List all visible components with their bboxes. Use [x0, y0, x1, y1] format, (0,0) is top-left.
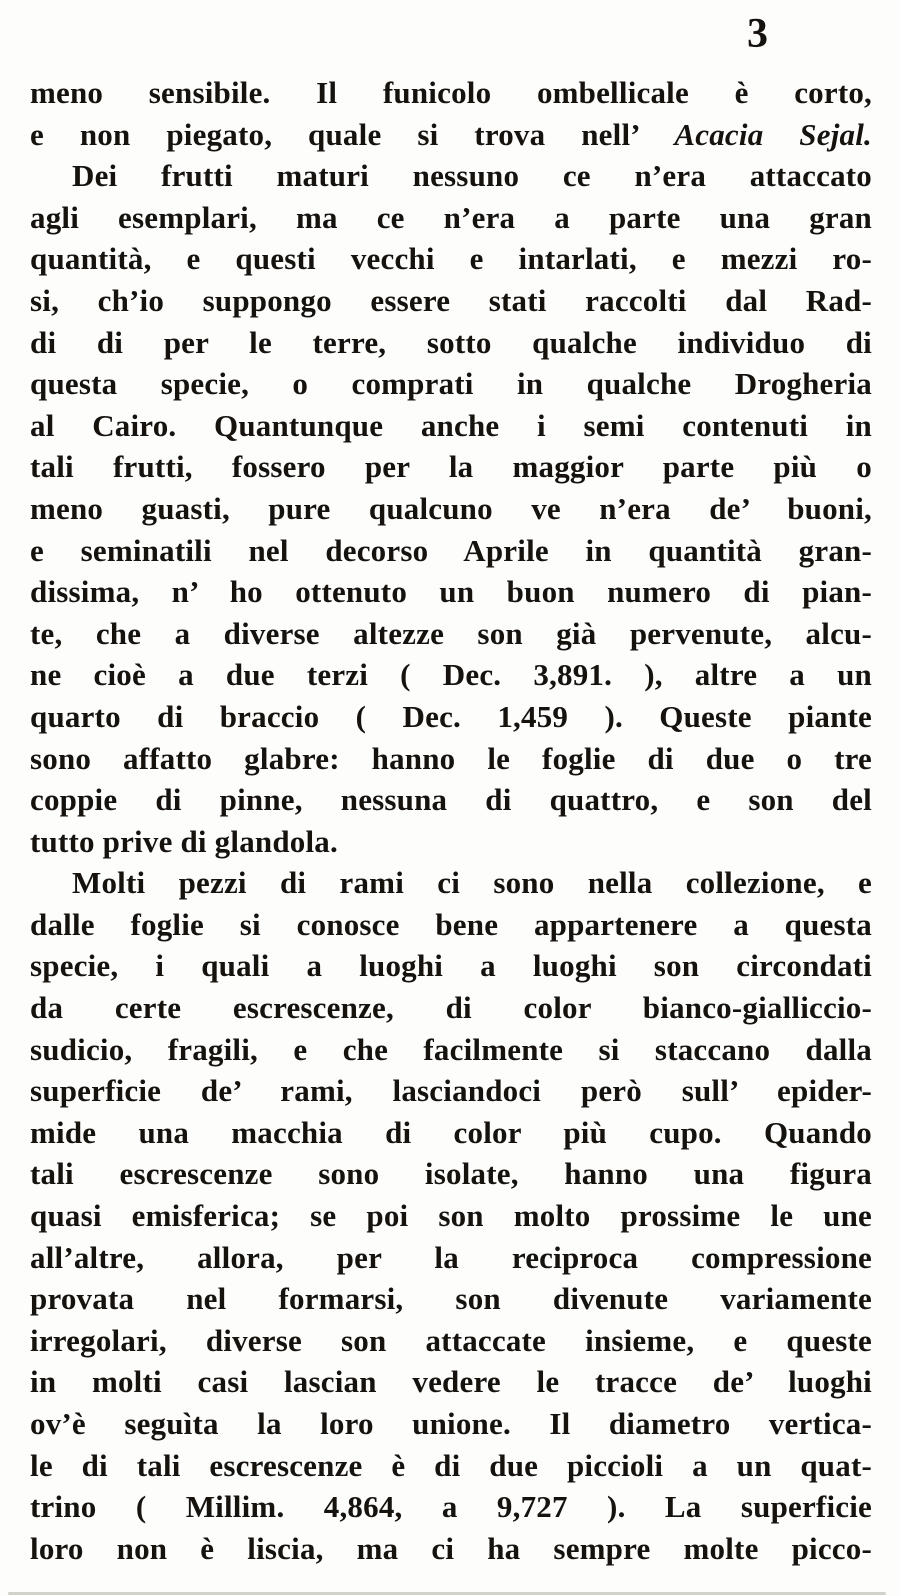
text-line	[30, 280, 872, 322]
text-line	[30, 571, 872, 613]
text-segment: mide una macchia di color più cupo. Quando	[30, 1114, 872, 1150]
text-segment: tali frutti, fossero per la maggior parte più o	[30, 449, 872, 485]
text-segment: tutto prive di glandola.	[30, 823, 338, 859]
text-line	[30, 945, 872, 987]
text-segment: meno guasti, pure qualcuno ve n’era de’ buoni,	[30, 490, 872, 526]
text-line	[30, 405, 872, 447]
text-segment: te, che a diverse altezze son già pervenute, alcu-	[30, 615, 872, 651]
text-segment: quarto di braccio ( Dec. 1,459 ). Queste piante	[30, 698, 872, 734]
text-line	[30, 904, 872, 946]
text-line	[30, 197, 872, 239]
text-line	[30, 363, 872, 405]
text-line	[30, 1320, 872, 1362]
text-segment: da certe escrescenze, di color bianco-gialliccio-	[30, 990, 872, 1026]
scan-edge-artifact	[8, 1592, 886, 1595]
text-line	[30, 72, 872, 114]
text-line	[30, 696, 872, 738]
text-segment: Dei frutti maturi nessuno ce n’era attaccato	[72, 158, 872, 194]
text-line	[30, 1195, 872, 1237]
text-line	[30, 1070, 872, 1112]
text-segment: si, ch’io suppongo essere stati raccolti dal Rad-	[30, 282, 872, 318]
text-line	[30, 238, 872, 280]
text-segment: tali escrescenze sono isolate, hanno una figura	[30, 1156, 872, 1192]
text-segment: ov’è seguìta la loro unione. Il diametro vertica-	[30, 1406, 872, 1441]
text-line	[30, 613, 872, 655]
text-segment: in molti casi lascian vedere le tracce de’ luoghi	[30, 1364, 872, 1400]
text-segment: quasi emisferica; se poi son molto prossime le une	[30, 1198, 872, 1234]
text-segment: sudicio, fragili, e che facilmente si staccano dalla	[30, 1031, 872, 1067]
text-line	[30, 530, 872, 572]
text-line	[30, 322, 872, 364]
text-segment: e non piegato, quale si trova nell’	[30, 116, 675, 152]
text-segment: dalle foglie si conosce bene appartenere a questa	[30, 906, 872, 942]
text-line	[30, 654, 872, 696]
text-segment: quantità, e questi vecchi e intarlati, e mezzi ro-	[30, 241, 872, 277]
text-line	[30, 114, 872, 156]
text-line	[30, 1361, 872, 1403]
text-line	[30, 446, 872, 488]
text-line	[30, 1528, 872, 1570]
text-line	[30, 1486, 872, 1528]
text-line	[30, 1278, 872, 1320]
text-line	[30, 1153, 872, 1195]
text-segment: meno sensibile. Il funicolo ombellicale è corto,	[30, 75, 872, 110]
text-segment: dissima, n’ ho ottenuto un buon numero di pian-	[30, 574, 872, 610]
italic-text-segment: Acacia Sejal.	[674, 116, 872, 152]
text-line	[30, 1029, 872, 1071]
text-line	[30, 738, 872, 780]
text-line	[30, 1403, 872, 1445]
text-segment: specie, i quali a luoghi a luoghi son circondati	[30, 948, 872, 984]
text-line	[30, 488, 872, 530]
text-segment: e seminatili nel decorso Aprile in quantità gran-	[30, 532, 872, 568]
text-segment: irregolari, diverse son attaccate insieme, e queste	[30, 1322, 872, 1358]
text-segment: le di tali escrescenze è di due piccioli a un quat-	[30, 1447, 872, 1483]
page-number: 3	[747, 11, 769, 57]
text-segment: agli esemplari, ma ce n’era a parte una gran	[30, 199, 872, 235]
text-segment: questa specie, o comprati in qualche Drogheria	[30, 366, 872, 402]
text-segment: Molti pezzi di rami ci sono nella collezione, e	[72, 865, 872, 901]
text-line	[30, 155, 872, 197]
text-segment: ne cioè a due terzi ( Dec. 3,891. ), altre a un	[30, 657, 872, 693]
text-segment: provata nel formarsi, son divenute variamente	[30, 1281, 872, 1317]
page-text	[30, 72, 872, 1569]
text-line	[30, 862, 872, 904]
text-segment: al Cairo. Quantunque anche i semi contenuti in	[30, 407, 872, 443]
text-line	[30, 821, 872, 863]
text-segment: sono affatto glabre: hanno le foglie di due o tre	[30, 740, 872, 776]
text-segment: all’altre, allora, per la reciproca compressione	[30, 1239, 872, 1275]
text-segment: di di per le terre, sotto qualche individuo di	[30, 324, 872, 360]
text-segment: loro non è liscia, ma ci ha sempre molte picco-	[30, 1530, 872, 1566]
text-line	[30, 779, 872, 821]
text-line	[30, 1112, 872, 1154]
text-line	[30, 1237, 872, 1279]
text-segment: superficie de’ rami, lasciandoci però sull’ epider-	[30, 1073, 872, 1109]
text-segment: coppie di pinne, nessuna di quattro, e son del	[30, 782, 872, 818]
text-line	[30, 1445, 872, 1487]
text-line	[30, 987, 872, 1029]
text-segment: trino ( Millim. 4,864, a 9,727 ). La superficie	[30, 1489, 872, 1525]
